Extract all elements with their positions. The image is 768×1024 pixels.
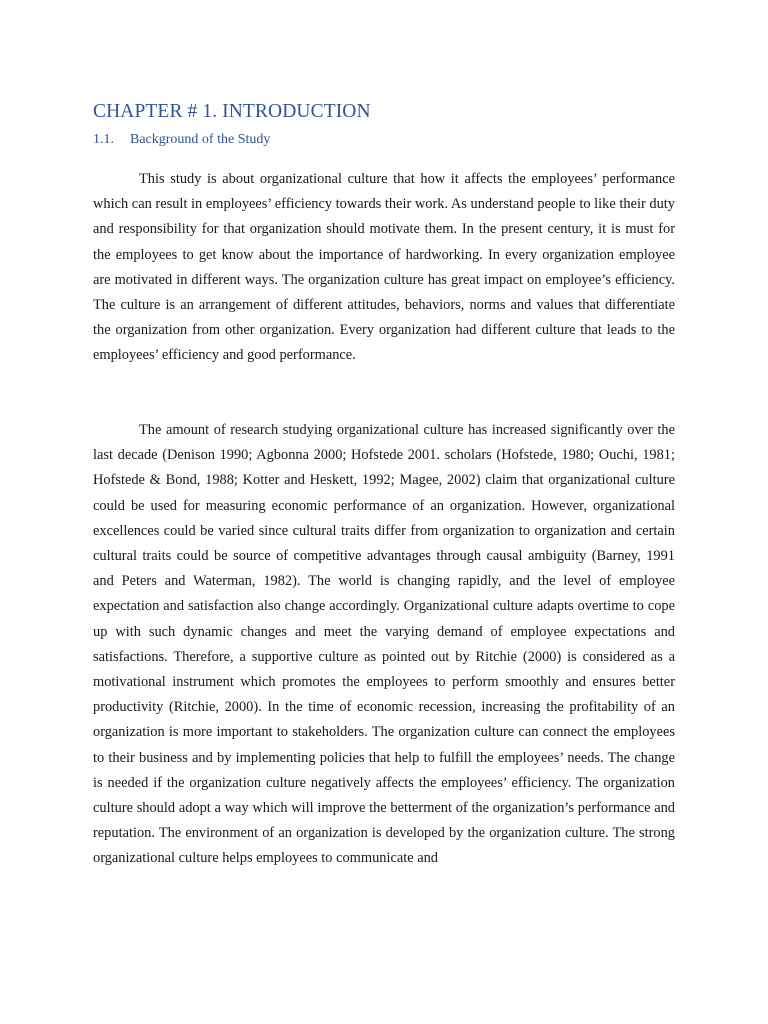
section-number: 1.1. xyxy=(93,132,114,147)
chapter-title: CHAPTER # 1. INTRODUCTION xyxy=(93,101,371,122)
section-title: Background of the Study xyxy=(130,132,271,147)
section-heading xyxy=(93,132,270,148)
body-paragraph-1: This study is about organizational culture that how it affects the employees’ performance which can result in employees’ efficiency towards their work. As understand people to like their duty and responsibility for that organization should motivate them. In the present century, it is must for the employees to get know about the importance of hardworking. In every organization employee are motivated in different ways. The organization culture has great impact on employee’s efficiency. The culture is an arrangement of different attitudes, behaviors, norms and values that differentiate the organization from other organization. Every organization had different culture that leads to the employees’ efficiency and good performance. xyxy=(93,171,675,364)
body-paragraph-2: The amount of research studying organizational culture has increased significantly over the last decade (Denison 1990; Agbonna 2000; Hofstede 2001. scholars (Hofstede, 1980; Ouchi, 1981; Hofstede & Bond, 1988; Kotter and Heskett, 1992; Magee, 2002) claim that organizational culture could be used for measuring economic performance of an organization. However, organizational excellences could be varied since cultural traits differ from organization to organization and certain cultural traits could be source of competitive advantages through causal ambiguity (Barney, 1991 and Peters and Waterman, 1982). The world is changing rapidly, and the level of employee expectation and satisfaction also change accordingly. Organizational culture adapts overtime to cope up with such dynamic changes and meet the varying demand of employee expectations and satisfactions. Therefore, a supportive culture as pointed out by Ritchie (2000) is considered as a motivational instrument which promotes the employees to perform smoothly and ensures better productivity (Ritchie, 2000). In the time of economic recession, increasing the profitability of an organization is more important to stakeholders. The organization culture can connect the employees to their business and by implementing policies that help to fulfill the employees’ needs. The change is needed if the organization culture negatively affects the employees’ efficiency. The organization culture should adopt a way which will improve the betterment of the organization’s performance and reputation. The environment of an organization is developed by the organization culture. The strong organizational culture helps employees to communicate and xyxy=(93,422,675,867)
